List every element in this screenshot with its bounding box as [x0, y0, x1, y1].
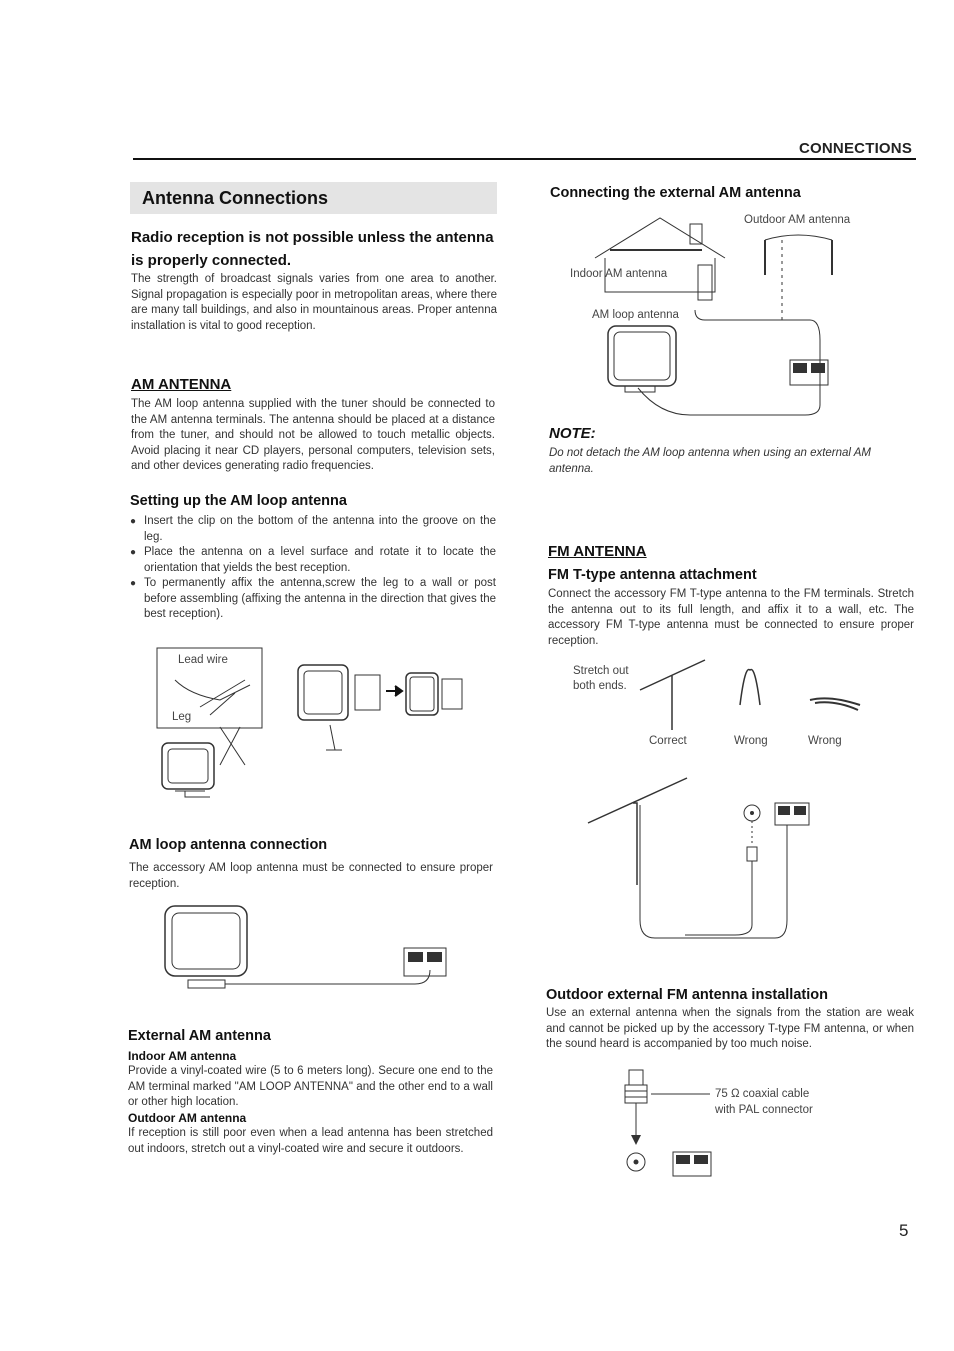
fm-t-type-heading: FM T-type antenna attachment [548, 567, 757, 583]
wrong-label-1: Wrong [734, 735, 768, 747]
external-am-connect-heading: Connecting the external AM antenna [550, 185, 801, 201]
loop-antenna-setup-figure [150, 645, 480, 805]
setup-heading: Setting up the AM loop antenna [130, 493, 347, 509]
wrong-label-2: Wrong [808, 735, 842, 747]
indoor-am-heading: Indoor AM antenna [128, 1049, 237, 1063]
fm-antenna-heading: FM ANTENNA [548, 543, 647, 560]
am-loop-connection-body: The accessory AM loop antenna must be connected to ensure proper reception. [129, 862, 493, 890]
am-loop-connection-heading: AM loop antenna connection [129, 837, 328, 853]
outdoor-fm-body: Use an external antenna when the signals from the station are weak and cannot be picked up by the accessory T-type FM antenna, or when the sound heard is accompanied by too much noise. [546, 1007, 914, 1050]
section-header: CONNECTIONS [799, 140, 913, 157]
fm-t-antenna-usage-figure [630, 655, 870, 735]
banner-title: Antenna Connections [142, 188, 329, 208]
indoor-am-body: Provide a vinyl-coated wire (5 to 6 meters long). Secure one end to the AM terminal marked "AM LOOP ANTENNA" and the other end to a wall or other high location. [128, 1065, 493, 1108]
coaxial-connector-figure [615, 1065, 725, 1180]
am-antenna-heading: AM ANTENNA [131, 376, 232, 393]
page-number: 5 [899, 1221, 909, 1240]
stretch-label: Stretch out both ends. [573, 665, 629, 692]
correct-label: Correct [649, 735, 687, 747]
list-item: ● Insert the clip on the bottom of the antenna into the groove on the leg. [130, 514, 496, 545]
outdoor-am-antenna-label: Outdoor AM antenna [744, 214, 851, 226]
leg-label: Leg [172, 711, 192, 723]
indoor-am-antenna-label: Indoor AM antenna [570, 268, 668, 280]
fm-t-type-body: Connect the accessory FM T-type antenna to the FM terminals. Stretch the antenna out to its full length, and affix it to a wall, etc. The accessory FM T-type antenna must be connected to ensure proper reception. [548, 588, 914, 647]
list-item: ● To permanently affix the antenna,screw the leg to a wall or post before assembling (affixing the antenna in the direction that gives the best reception). [130, 576, 496, 623]
list-item: ● Place the antenna on a level surface and rotate it to locate the orientation that yields the best reception. [130, 545, 496, 576]
lead-wire-label: Lead wire [178, 654, 228, 666]
am-antenna-body: The AM loop antenna supplied with the tuner should be connected to the AM antenna terminals. The antenna should be placed at a distance from the tuner, and should not be allowed to touch metallic objects. Avoid placing it near CD players, personal computers, television sets, and other devices generating radio frequencies. [131, 398, 495, 472]
external-am-heading: External AM antenna [128, 1028, 271, 1044]
note-body: Do not detach the AM loop antenna when using an external AM antenna. [549, 447, 871, 475]
fm-connection-figure [585, 775, 825, 945]
note-heading: NOTE: [549, 425, 596, 442]
am-loop-antenna-label: AM loop antenna [592, 309, 679, 321]
setup-bullet-list [130, 514, 496, 623]
am-loop-connection-figure [160, 900, 460, 1000]
outdoor-fm-heading: Outdoor external FM antenna installation [546, 987, 828, 1003]
intro-body: The strength of broadcast signals varies from one area to another. Signal propagation is especially poor in metropolitan areas, where there are many tall buildings, and also in mountainous areas. Proper antenna installation is vital to good reception. [131, 273, 497, 332]
intro-heading: Radio reception is not possible unless the antenna is properly connected. [131, 229, 494, 269]
coax-label-line1: 75 Ω coaxial cable [715, 1088, 810, 1100]
coax-label-line2: with PAL connector [715, 1104, 813, 1116]
outdoor-am-heading: Outdoor AM antenna [128, 1111, 247, 1125]
outdoor-am-body: If reception is still poor even when a lead antenna has been stretched out indoors, stretch out a vinyl-coated wire and secure it outdoors. [128, 1127, 493, 1155]
header-rule [133, 158, 916, 160]
section-banner [130, 182, 497, 214]
